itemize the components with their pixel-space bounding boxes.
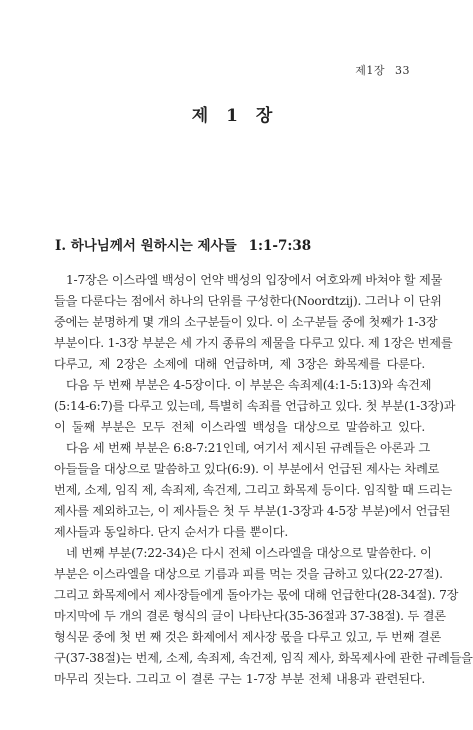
body-line: 다음 두 번째 부분은 4-5장이다. 이 부분은 속죄제(4:1-5:13)와 속건제: [66, 378, 432, 392]
body-line: 제사를 제외하고는, 이 제사들은 첫 두 부분(1-3장과 4-5장 부분)에서 언급된: [54, 504, 451, 518]
running-head: [349, 62, 410, 78]
body-line: 네 번째 부분(7:22-34)은 다시 전체 이스라엘을 대상으로 말씀한다. 이: [66, 546, 432, 560]
body-line: 1-7장은 이스라엘 백성이 언약 백성의 입장에서 여호와께 바쳐야 할 제물: [66, 273, 443, 287]
body-line: 다음 세 번째 부분은 6:8-7:21인데, 여기서 제시된 규례들은 아론과 그: [66, 441, 430, 455]
body-line: 이 둘째 부분은 모두 전체 이스라엘 백성을 대상으로 말씀하고 있다.: [54, 420, 425, 434]
body-text: [54, 270, 473, 690]
body-line: 부분은 이스라엘을 대상으로 기름과 피를 먹는 것을 금하고 있다(22-27절).: [54, 567, 443, 581]
section-heading: [55, 234, 311, 254]
body-line: 형식문 중에 첫 번 째 것은 화제에서 제사장 몫을 다루고 있고, 두 번째 결론: [54, 630, 442, 644]
page-number: 33: [395, 64, 410, 77]
chapter-title: 제 1 장: [191, 106, 279, 126]
body-line: 마무리 짓는다. 그리고 이 결론 구는 1-7장 부분 전체 내용과 관련된다.: [54, 672, 425, 686]
body-line: 중에는 분명하게 몇 개의 소구분들이 있다. 이 소구분들 중에 첫째가 1-3장: [54, 315, 438, 329]
body-line: 마지막에 두 개의 결론 형식의 글이 나타난다(35-36절과 37-38절). 두 결론: [54, 609, 446, 623]
body-line: 구(37-38절)는 번제, 소제, 속죄제, 속건제, 임직 제사, 화목제사에 관한 규례들을: [54, 651, 473, 665]
body-line: 제사들과 동일하다. 단지 순서가 다를 뿐이다.: [54, 525, 289, 539]
body-line: 그리고 화목제에서 제사장들에게 돌아가는 몫에 대해 언급한다(28-34절). 7장: [54, 588, 459, 602]
section-heading-title: I. 하나님께서 원하시는 제사들: [55, 238, 237, 254]
section-heading-range: 1:1-7:38: [248, 238, 312, 254]
body-line: (5:14-6:7)를 다루고 있는데, 특별히 속죄를 언급하고 있다. 첫 부분(1-3장)과: [54, 399, 456, 413]
running-head-chapter: 제1장: [355, 64, 385, 77]
body-line: 다루고, 제 2장은 소제에 대해 언급하며, 제 3장은 화목제를 다룬다.: [54, 357, 425, 371]
body-line: 아들들을 대상으로 말씀하고 있다(6:9). 이 부분에서 언급된 제사는 차례로: [54, 462, 440, 476]
body-line: 부분이다. 1-3장 부분은 세 가지 종류의 제물을 다루고 있다. 제 1장은 번제를: [54, 336, 453, 350]
body-line: 들을 다룬다는 점에서 하나의 단위를 구성한다(Noordtzij). 그러나 이 단위: [54, 294, 442, 308]
body-line: 번제, 소제, 임직 제, 속죄제, 속건제, 그리고 화목제 등이다. 임직할 때 드리는: [54, 483, 453, 497]
